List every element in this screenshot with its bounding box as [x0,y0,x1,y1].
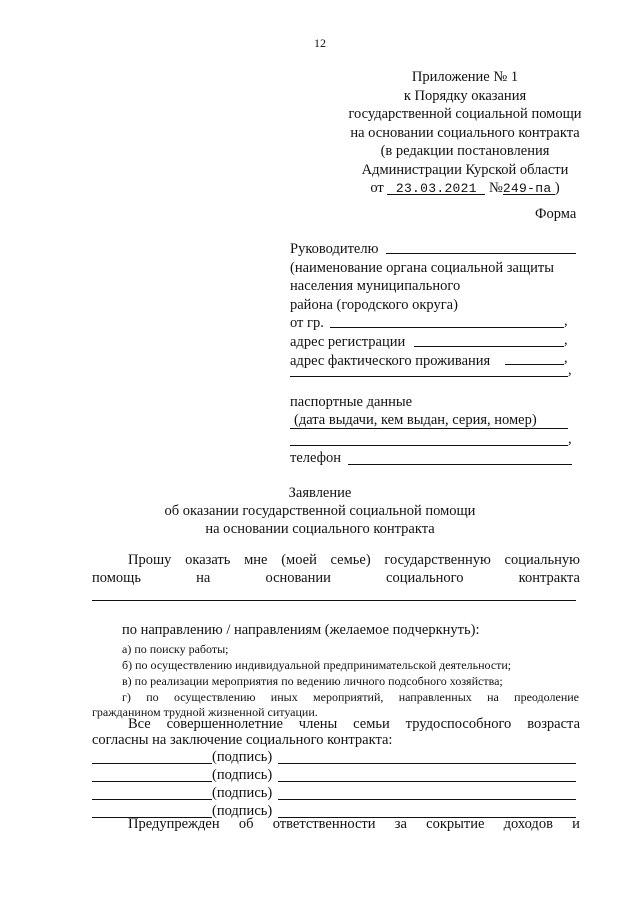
passport-blank-2[interactable] [290,445,568,446]
number-prefix: № [488,180,503,196]
direction-a[interactable]: а) по поиску работы; [122,642,229,656]
request-word: на [196,570,211,586]
number-value: 249-па [503,180,555,195]
warning-word: и [572,816,580,832]
address-continuation-line [290,370,590,389]
date-value: 23.03.2021 [387,180,485,195]
address-continuation-comma: , [568,362,572,378]
passport-comma: , [568,431,572,447]
org-line-2: населения муниципального [290,278,461,295]
request-line-1: Прошу оказать мне (моей семье) государственную социальную [128,552,580,568]
appendix-line-6: Администрации Курской области [361,161,569,178]
request-line-2 [92,570,580,587]
signature-label-1: (подпись) [212,749,273,765]
appendix-line-5: (в редакции постановления [380,143,550,159]
number-suffix: ) [554,180,560,196]
member-name-blank-1[interactable] [92,763,212,764]
warning-word: ответственности [272,816,376,832]
passport-label: паспортные данные [290,393,413,410]
reg-address-blank[interactable] [414,346,564,347]
signature-label-2: (подпись) [212,767,273,783]
reg-address-label: адрес регистрации [290,333,406,350]
org-line-3: района (городского округа) [290,296,458,313]
addressee-head: Руководителю [290,241,379,257]
actual-address-blank[interactable] [505,364,564,365]
request-word: помощь [92,570,141,586]
consent-line-1: Все совершеннолетние члены семьи трудоспособного возраста [128,716,580,732]
addressee-block [290,240,590,430]
page-number: 12 [314,36,326,50]
appendix-line-3: государственной социальной помощи [348,106,582,122]
consent-line-2: согласны на заключение социального контракта: [92,732,393,748]
appendix-line-2: к Порядку оказания [403,87,527,104]
appendix-line-1: Приложение № 1 [411,69,519,85]
from-comma: , [564,313,568,329]
request-word: контракта [518,570,580,586]
actual-address-line [290,352,590,371]
warning-word: сокрытие [426,816,485,832]
actual-address-label: адрес фактического проживания [290,352,491,369]
statement-title [0,484,640,538]
reg-address-line [290,333,590,352]
from-blank[interactable] [330,327,564,328]
title-line-2: об оказании государственной социальной помощи [164,503,476,519]
addressee-head-line [290,240,590,259]
form-label: Форма [535,206,577,222]
directions-lead: по направлению / направлениям (желаемое подчеркнуть): [122,622,480,638]
addressee-head-blank[interactable] [386,253,576,254]
from-line [290,314,590,333]
actual-address-comma: , [564,350,568,366]
date-prefix: от [370,180,384,196]
appendix-date-line [320,179,610,198]
reg-address-comma: , [564,332,568,348]
appendix-block [320,68,610,198]
phone-label: телефон [290,450,342,466]
direction-b[interactable]: б) по осуществлению индивидуальной предпринимательской деятельности; [122,658,512,672]
phone-blank[interactable] [348,464,572,465]
member-name-blank-3[interactable] [92,799,212,800]
appendix-line-4: на основании социального контракта [350,124,580,141]
signature-blank-3[interactable] [278,799,576,800]
from-label: от гр. [290,315,324,332]
request-word: основании [265,570,331,586]
request-word: социального [386,570,464,586]
direction-c[interactable]: в) по реализации мероприятия по ведению личного подсобного хозяйства; [122,674,503,688]
address-continuation-blank[interactable] [290,376,568,377]
request-blank[interactable] [92,600,576,601]
direction-d-line-2: гражданином трудной жизненной ситуации. [92,705,318,719]
signature-blank-2[interactable] [278,781,576,782]
warning-word: об [238,816,254,832]
direction-d-line-1[interactable]: г) по осуществлению иных мероприятий, направленных на преодоление [122,690,579,704]
warning-word: доходов [503,816,553,832]
passport-hint: (дата выдачи, кем выдан, серия, номер) [294,412,537,429]
title-line-3: на основании социального контракта [205,521,435,537]
signature-label-4: (подпись) [212,803,273,819]
member-name-blank-2[interactable] [92,781,212,782]
signature-label-3: (подпись) [212,785,273,801]
org-line-1: (наименование органа социальной защиты [290,259,554,276]
signature-blank-1[interactable] [278,763,576,764]
warning-word: Предупрежден [128,816,220,832]
warning-line [128,816,580,833]
title-line-1: Заявление [288,485,352,501]
warning-word: за [394,816,407,832]
passport-blank-1[interactable] [290,428,568,429]
